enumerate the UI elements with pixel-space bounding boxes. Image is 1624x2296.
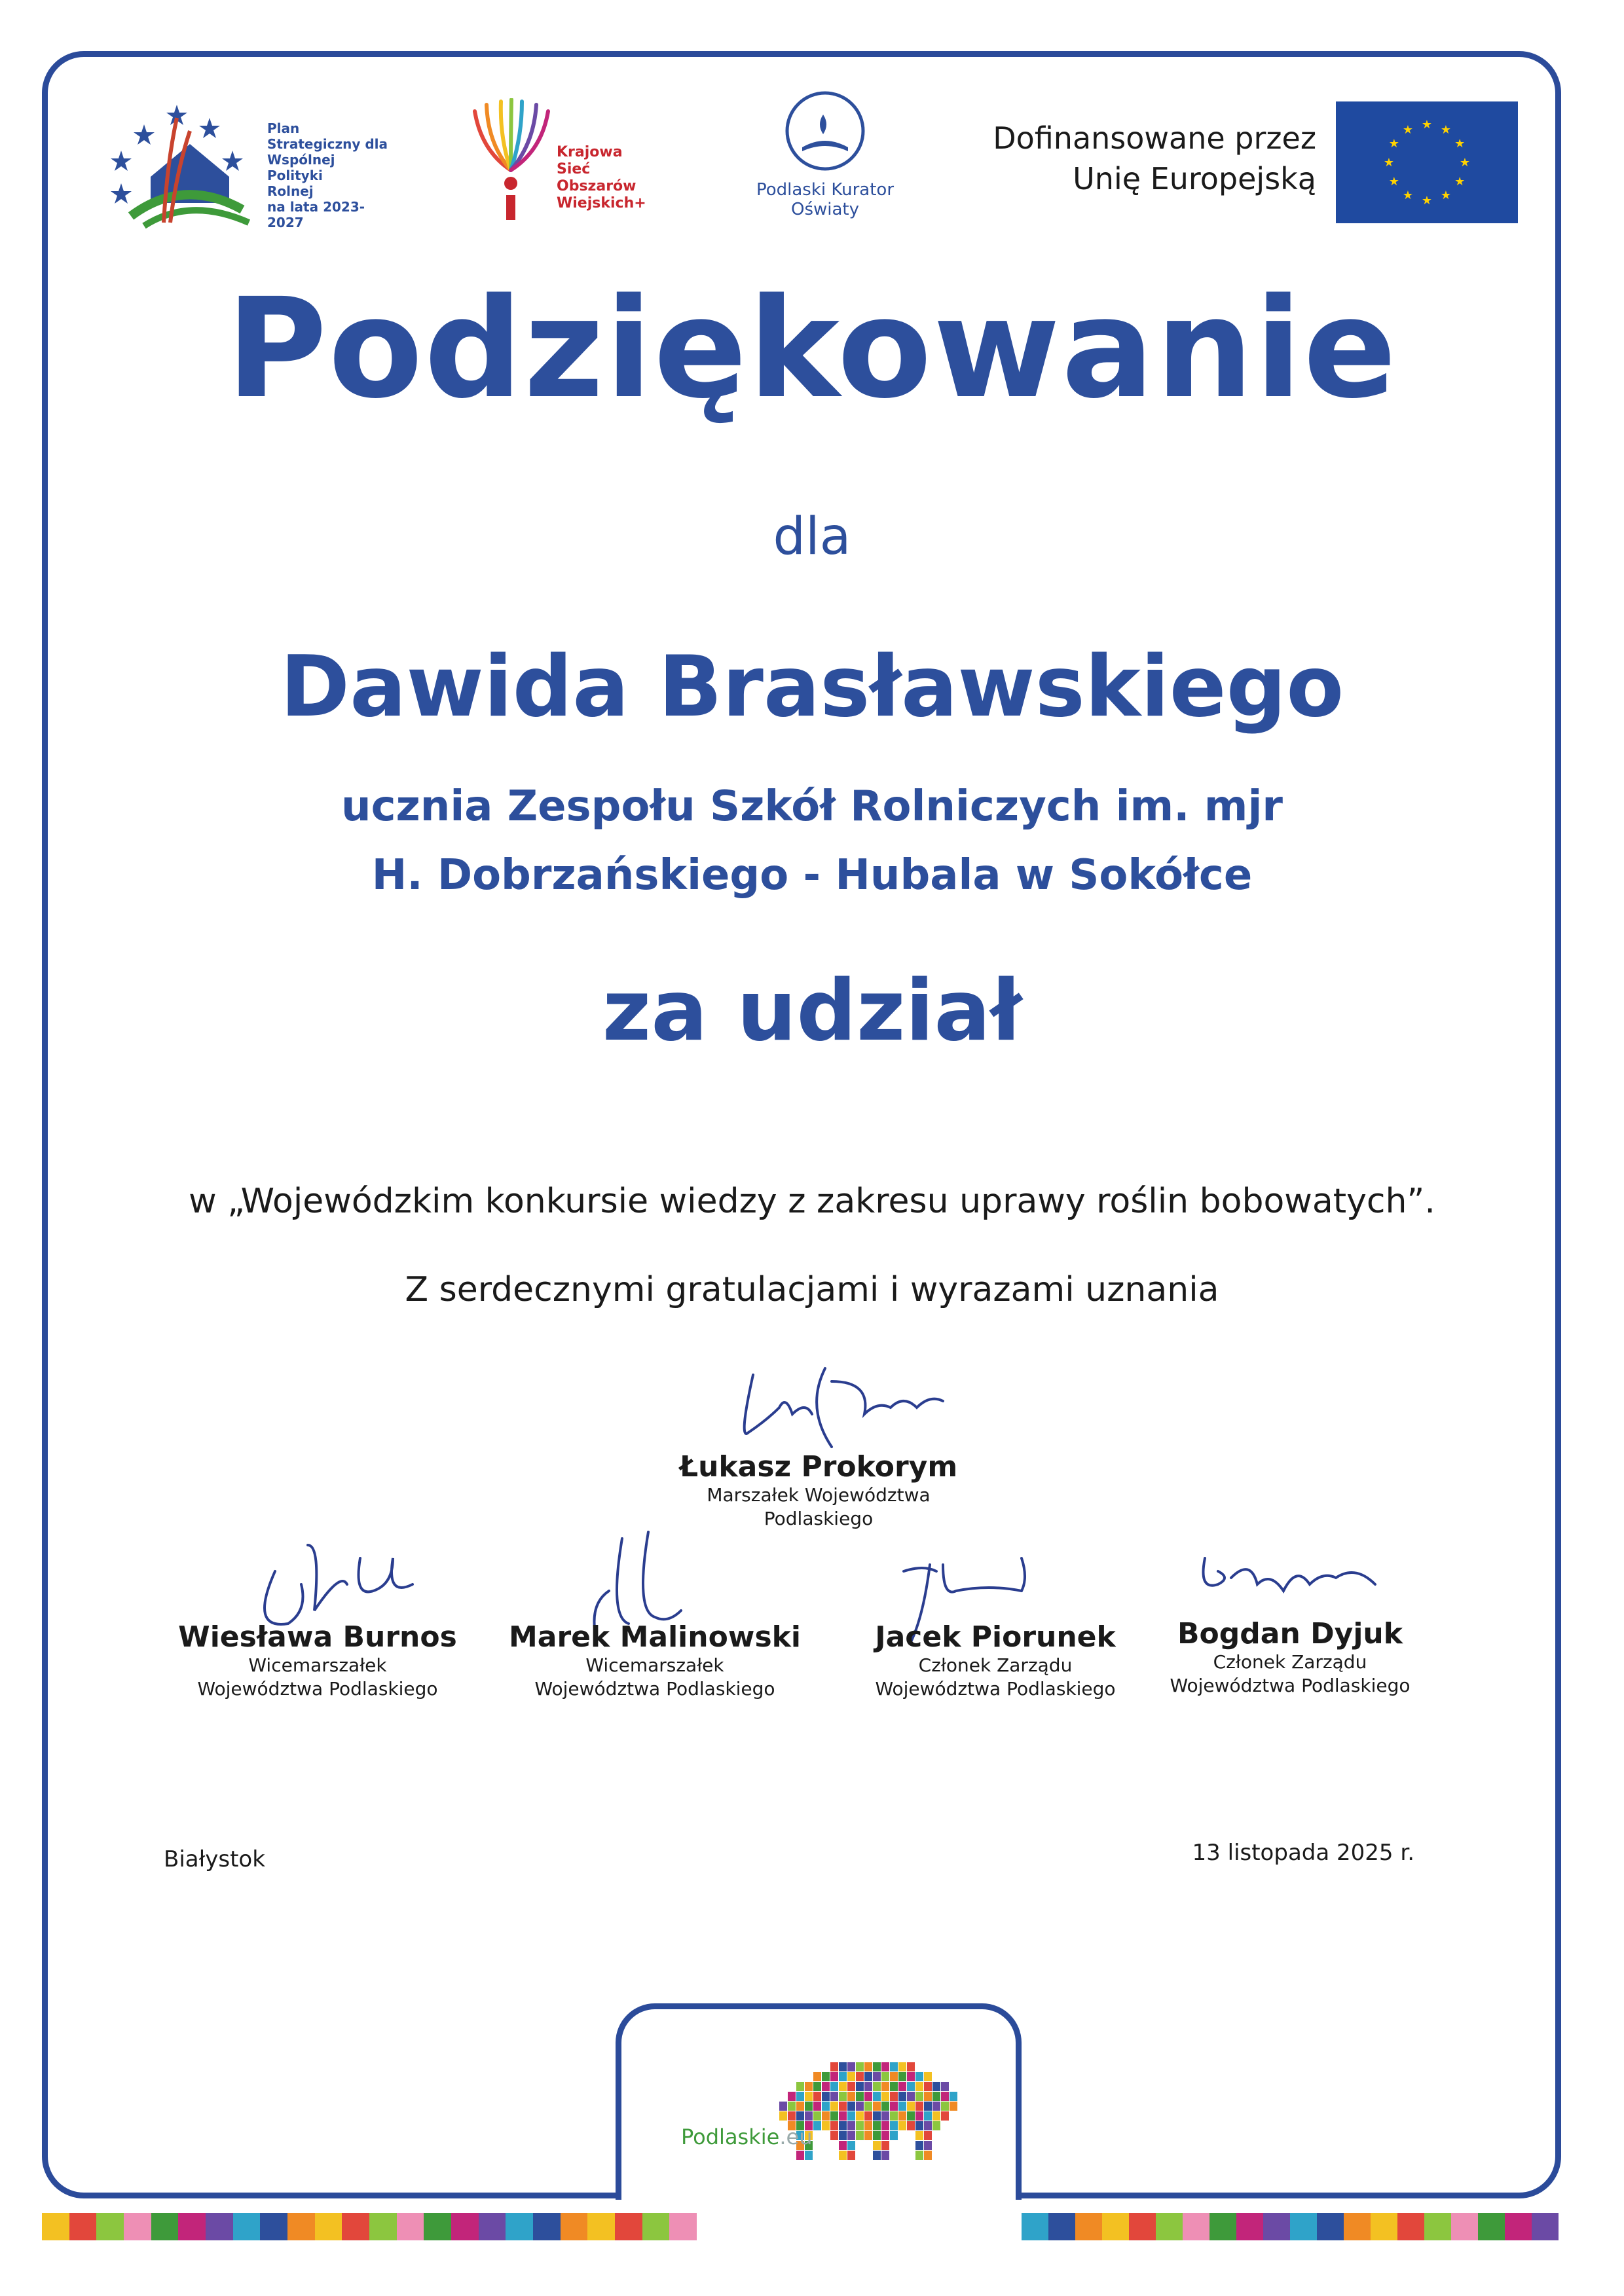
- signer-piorunek-role1: Członek Zarządu: [918, 1654, 1073, 1676]
- bison-pixel: [864, 2121, 872, 2130]
- stripe-segment: [615, 2213, 642, 2240]
- bison-pixel: [864, 2131, 872, 2140]
- bison-pixel: [924, 2151, 932, 2160]
- ksow-logo: [468, 98, 678, 229]
- bison-pixel: [864, 2082, 872, 2091]
- bison-pixel: [907, 2072, 915, 2081]
- bison-pixel: [805, 2092, 813, 2101]
- eu-star-icon: ★: [1421, 118, 1433, 132]
- bison-pixel: [941, 2082, 949, 2091]
- ksow-logo-line3: Obszarów: [557, 178, 637, 194]
- bison-pixel: [822, 2092, 830, 2101]
- bison-pixel: [881, 2121, 889, 2130]
- bison-pixel: [813, 2092, 821, 2101]
- bison-pixel: [839, 2111, 847, 2121]
- signer-malinowski-role1: Wicemarszałek: [585, 1654, 724, 1676]
- bison-pixel: [881, 2082, 889, 2091]
- stripe-segment: [1129, 2213, 1156, 2240]
- bison-pixel: [907, 2111, 915, 2121]
- eu-star-icon: ★: [1383, 156, 1395, 170]
- bison-pixel: [907, 2082, 915, 2091]
- bison-pixel: [847, 2141, 855, 2150]
- bison-pixel: [864, 2062, 872, 2071]
- bison-pixel: [813, 2102, 821, 2111]
- kurator-emblem: [783, 88, 868, 173]
- bison-pixel: [941, 2111, 949, 2121]
- stripe-segment: [1505, 2213, 1532, 2240]
- bison-pixel: [788, 2092, 796, 2101]
- bison-pixel: [890, 2092, 898, 2101]
- stripe-segment: [1048, 2213, 1075, 2240]
- bison-pixel: [890, 2082, 898, 2091]
- bison-pixel: [864, 2092, 872, 2101]
- bison-pixel: [813, 2121, 821, 2130]
- school-line-2: H. Dobrzańskiego - Hubala w Sokółce: [371, 851, 1253, 900]
- stripe-segment: [233, 2213, 261, 2240]
- bison-pixel: [915, 2082, 923, 2091]
- bison-pixel: [898, 2111, 906, 2121]
- bison-pixel: [822, 2082, 830, 2091]
- bison-pixel: [839, 2141, 847, 2150]
- bison-pixel: [830, 2131, 838, 2140]
- greeting-line: Z serdecznymi gratulacjami i wyrazami uznania: [405, 1270, 1219, 1309]
- bison-pixel: [830, 2082, 838, 2091]
- bison-pixel: [932, 2121, 940, 2130]
- bison-pixel: [856, 2092, 864, 2101]
- podlaskie-bison-icon: [779, 2056, 963, 2167]
- bison-pixel: [924, 2141, 932, 2150]
- bison-pixel: [924, 2131, 932, 2140]
- bison-pixel: [847, 2072, 855, 2081]
- signer-burnos-role1: Wicemarszałek: [248, 1654, 387, 1676]
- signature-prokorym: [727, 1355, 950, 1453]
- stripe-segment: [451, 2213, 479, 2240]
- bison-pixel: [924, 2111, 932, 2121]
- bison-pixel: [907, 2121, 915, 2130]
- bison-pixel: [805, 2102, 813, 2111]
- bison-pixel: [788, 2102, 796, 2111]
- plan-strategiczny-logo: [105, 98, 393, 229]
- stripe-segment: [1478, 2213, 1505, 2240]
- bison-pixel: [907, 2102, 915, 2111]
- bison-pixel: [856, 2082, 864, 2091]
- stripe-segment: [1102, 2213, 1129, 2240]
- stripe-segment: [1397, 2213, 1424, 2240]
- signer-main: [655, 1450, 982, 1531]
- bison-pixel: [847, 2092, 855, 2101]
- plan-logo-line3: Wspólnej: [267, 152, 335, 168]
- plan-logo-years: 2023-2027: [267, 199, 365, 230]
- signer-piorunek-role2: Województwa Podlaskiego: [875, 1678, 1116, 1700]
- eu-star-icon: ★: [1402, 189, 1414, 203]
- bison-pixel: [950, 2092, 957, 2101]
- bison-pixel: [898, 2082, 906, 2091]
- signer-main-role: Marszałek Województwa Podlaskiego: [707, 1484, 931, 1529]
- bison-pixel: [822, 2121, 830, 2130]
- bison-pixel: [856, 2111, 864, 2121]
- bison-pixel: [873, 2151, 881, 2160]
- bison-pixel: [796, 2092, 804, 2101]
- bison-pixel: [932, 2102, 940, 2111]
- bison-pixel: [915, 2102, 923, 2111]
- decorative-stripe-right: [1022, 2213, 1559, 2240]
- bison-pixel: [830, 2102, 838, 2111]
- bison-pixel: [881, 2131, 889, 2140]
- kurator-logo-line2: Oświaty: [790, 200, 859, 219]
- stripe-segment: [506, 2213, 533, 2240]
- bison-pixel: [932, 2111, 940, 2121]
- bison-pixel: [941, 2092, 949, 2101]
- bison-pixel: [915, 2141, 923, 2150]
- bison-pixel: [847, 2131, 855, 2140]
- bison-pixel: [822, 2102, 830, 2111]
- eu-star-icon: ★: [1459, 156, 1471, 170]
- bison-pixel: [890, 2131, 898, 2140]
- podlaskie-name: Podlaskie: [681, 2124, 780, 2149]
- bison-pixel: [847, 2111, 855, 2121]
- bison-pixel: [805, 2111, 813, 2121]
- stripe-segment: [1183, 2213, 1209, 2240]
- bison-pixel: [873, 2082, 881, 2091]
- stripe-segment: [669, 2213, 697, 2240]
- bison-pixel: [898, 2102, 906, 2111]
- bison-pixel: [864, 2072, 872, 2081]
- stripe-segment: [587, 2213, 615, 2240]
- bison-pixel: [830, 2111, 838, 2121]
- school-line-1: ucznia Zespołu Szkół Rolniczych im. mjr: [341, 782, 1283, 831]
- signer-piorunek: [845, 1620, 1146, 1701]
- bison-pixel: [873, 2111, 881, 2121]
- plan-logo-line6-prefix: na lata: [267, 199, 323, 215]
- stripe-segment: [1209, 2213, 1236, 2240]
- stripe-segment: [397, 2213, 424, 2240]
- bison-pixel: [890, 2121, 898, 2130]
- bison-pixel: [822, 2111, 830, 2121]
- eu-star-icon: ★: [1454, 175, 1466, 189]
- bison-pixel: [839, 2102, 847, 2111]
- stripe-segment: [260, 2213, 287, 2240]
- bison-pixel: [847, 2062, 855, 2071]
- plan-logo-line4: Polityki: [267, 168, 323, 183]
- ksow-emblem: [468, 98, 553, 223]
- bison-pixel: [813, 2082, 821, 2091]
- stripe-segment: [178, 2213, 206, 2240]
- stripe-segment: [315, 2213, 342, 2240]
- bison-pixel: [950, 2102, 957, 2111]
- eu-star-icon: ★: [1388, 137, 1399, 151]
- bison-pixel: [924, 2092, 932, 2101]
- bison-pixel: [932, 2092, 940, 2101]
- stripe-segment: [479, 2213, 506, 2240]
- bison-pixel: [873, 2092, 881, 2101]
- bison-pixel: [890, 2111, 898, 2121]
- bison-pixel: [830, 2092, 838, 2101]
- eu-text-line2: Unię Europejską: [1073, 161, 1316, 196]
- stripe-segment: [96, 2213, 124, 2240]
- bison-pixel: [847, 2102, 855, 2111]
- stripe-segment: [1371, 2213, 1397, 2240]
- stripe-segment: [342, 2213, 369, 2240]
- bison-pixel: [856, 2121, 864, 2130]
- plan-strategiczny-emblem: [105, 98, 262, 229]
- bison-pixel: [915, 2072, 923, 2081]
- stripe-segment: [287, 2213, 315, 2240]
- stripe-segment: [1532, 2213, 1559, 2240]
- stripe-segment: [206, 2213, 233, 2240]
- bison-pixel: [805, 2151, 813, 2160]
- bison-pixel: [864, 2102, 872, 2111]
- stripe-segment: [42, 2213, 69, 2240]
- bison-pixel: [881, 2062, 889, 2071]
- bison-pixel: [864, 2111, 872, 2121]
- eu-star-icon: ★: [1421, 194, 1433, 208]
- ksow-logo-line2: Sieć: [557, 161, 591, 177]
- podlaskie-logo-text: [681, 2124, 812, 2149]
- bison-pixel: [796, 2102, 804, 2111]
- contest-description: w „Wojewódzkim konkursie wiedzy z zakresu uprawy roślin bobowatych”.: [189, 1182, 1435, 1221]
- bison-pixel: [847, 2082, 855, 2091]
- bison-pixel: [839, 2072, 847, 2081]
- bison-pixel: [915, 2151, 923, 2160]
- eu-cofunding-text: [930, 118, 1316, 199]
- eu-star-icon: ★: [1402, 122, 1414, 137]
- bison-pixel: [847, 2151, 855, 2160]
- bison-pixel: [847, 2121, 855, 2130]
- bison-pixel: [898, 2092, 906, 2101]
- bison-pixel: [881, 2141, 889, 2150]
- issue-date: 13 listopada 2025 r.: [1192, 1840, 1414, 1866]
- bison-pixel: [915, 2121, 923, 2130]
- signer-burnos-name: Wiesława Burnos: [178, 1620, 457, 1654]
- bison-pixel: [907, 2092, 915, 2101]
- plan-logo-line2: Strategiczny dla: [267, 136, 388, 152]
- eu-star-icon: ★: [1440, 189, 1452, 203]
- bison-pixel: [839, 2121, 847, 2130]
- signer-piorunek-name: Jacek Piorunek: [875, 1620, 1116, 1654]
- plan-logo-line1: Plan: [267, 120, 300, 136]
- bison-pixel: [813, 2111, 821, 2121]
- stripe-segment: [1156, 2213, 1183, 2240]
- stripe-segment: [1424, 2213, 1451, 2240]
- bison-pixel: [830, 2121, 838, 2130]
- issue-city: Białystok: [164, 1846, 265, 1872]
- bison-pixel: [796, 2111, 804, 2121]
- signer-dyjuk-role1: Członek Zarządu: [1213, 1651, 1367, 1673]
- stripe-segment: [124, 2213, 151, 2240]
- bison-pixel: [805, 2082, 813, 2091]
- stripe-segment: [642, 2213, 670, 2240]
- signer-dyjuk-role2: Województwa Podlaskiego: [1170, 1675, 1411, 1696]
- for-label: dla: [773, 507, 851, 566]
- signer-dyjuk-name: Bogdan Dyjuk: [1177, 1617, 1403, 1650]
- signer-malinowski: [504, 1620, 805, 1701]
- bison-pixel: [890, 2102, 898, 2111]
- bison-pixel: [788, 2111, 796, 2121]
- signer-burnos: [167, 1620, 468, 1701]
- bison-pixel: [881, 2072, 889, 2081]
- bison-pixel: [873, 2141, 881, 2150]
- stripe-segment: [1344, 2213, 1371, 2240]
- signer-dyjuk: [1139, 1617, 1441, 1698]
- bison-pixel: [898, 2121, 906, 2130]
- kurator-logo-line1: Podlaski Kurator: [756, 180, 895, 200]
- bison-pixel: [924, 2082, 932, 2091]
- stripe-segment: [1317, 2213, 1344, 2240]
- plan-logo-line5: Rolnej: [267, 183, 314, 199]
- bison-pixel: [839, 2062, 847, 2071]
- certificate-title: Podziękowanie: [226, 268, 1398, 429]
- stripe-segment: [561, 2213, 588, 2240]
- bison-pixel: [915, 2131, 923, 2140]
- bison-pixel: [898, 2062, 906, 2071]
- bison-pixel: [779, 2102, 787, 2111]
- bison-pixel: [796, 2151, 804, 2160]
- eu-text-line1: Dofinansowane przez: [993, 120, 1316, 156]
- bison-pixel: [915, 2092, 923, 2101]
- bison-pixel: [839, 2151, 847, 2160]
- ksow-logo-line4: Wiejskich+: [557, 195, 646, 211]
- bison-pixel: [907, 2062, 915, 2071]
- bison-pixel: [873, 2131, 881, 2140]
- bison-pixel: [881, 2092, 889, 2101]
- eu-flag-icon: [1336, 101, 1518, 223]
- bison-pixel: [873, 2121, 881, 2130]
- bison-pixel: [890, 2062, 898, 2071]
- bison-pixel: [932, 2082, 940, 2091]
- signer-malinowski-name: Marek Malinowski: [509, 1620, 801, 1654]
- podlaskie-suffix: .eu: [779, 2124, 813, 2149]
- stripe-segment: [1022, 2213, 1048, 2240]
- bison-pixel: [898, 2072, 906, 2081]
- recipient-name: Dawida Brasławskiego: [280, 638, 1344, 736]
- stripe-segment: [1263, 2213, 1290, 2240]
- stripe-segment: [1451, 2213, 1478, 2240]
- signer-malinowski-role2: Województwa Podlaskiego: [534, 1678, 775, 1700]
- bison-pixel: [881, 2102, 889, 2111]
- ksow-logo-line1: Krajowa: [557, 144, 623, 160]
- signer-main-name: Łukasz Prokorym: [679, 1450, 958, 1484]
- bison-pixel: [779, 2111, 787, 2121]
- signer-burnos-role2: Województwa Podlaskiego: [197, 1678, 438, 1700]
- reason-heading: za udział: [602, 962, 1022, 1060]
- kurator-logo: [740, 88, 910, 246]
- bison-pixel: [941, 2102, 949, 2111]
- bison-pixel: [796, 2082, 804, 2091]
- signature-dyjuk: [1192, 1545, 1388, 1617]
- eu-star-icon: ★: [1388, 175, 1399, 189]
- eu-star-icon: ★: [1454, 137, 1466, 151]
- bison-pixel: [881, 2151, 889, 2160]
- stripe-segment: [1236, 2213, 1263, 2240]
- bison-pixel: [856, 2072, 864, 2081]
- bison-pixel: [856, 2131, 864, 2140]
- decorative-stripe-left: [42, 2213, 697, 2240]
- bison-pixel: [890, 2072, 898, 2081]
- stripe-segment: [1075, 2213, 1102, 2240]
- bison-pixel: [839, 2092, 847, 2101]
- stripe-segment: [69, 2213, 97, 2240]
- bison-pixel: [881, 2111, 889, 2121]
- bison-pixel: [830, 2072, 838, 2081]
- stripe-segment: [1290, 2213, 1317, 2240]
- bison-pixel: [839, 2082, 847, 2091]
- bison-pixel: [873, 2072, 881, 2081]
- eu-star-icon: ★: [1440, 122, 1452, 137]
- stripe-segment: [369, 2213, 397, 2240]
- stripe-segment: [533, 2213, 561, 2240]
- bison-pixel: [873, 2062, 881, 2071]
- bison-pixel: [873, 2102, 881, 2111]
- bison-pixel: [856, 2062, 864, 2071]
- bison-pixel: [924, 2072, 932, 2081]
- bison-pixel: [822, 2072, 830, 2081]
- bison-pixel: [839, 2131, 847, 2140]
- bison-pixel: [856, 2102, 864, 2111]
- bison-pixel: [830, 2062, 838, 2071]
- bison-pixel: [924, 2121, 932, 2130]
- bison-pixel: [813, 2072, 821, 2081]
- bison-pixel: [924, 2102, 932, 2111]
- stripe-segment: [151, 2213, 179, 2240]
- bison-pixel: [915, 2111, 923, 2121]
- stripe-segment: [424, 2213, 451, 2240]
